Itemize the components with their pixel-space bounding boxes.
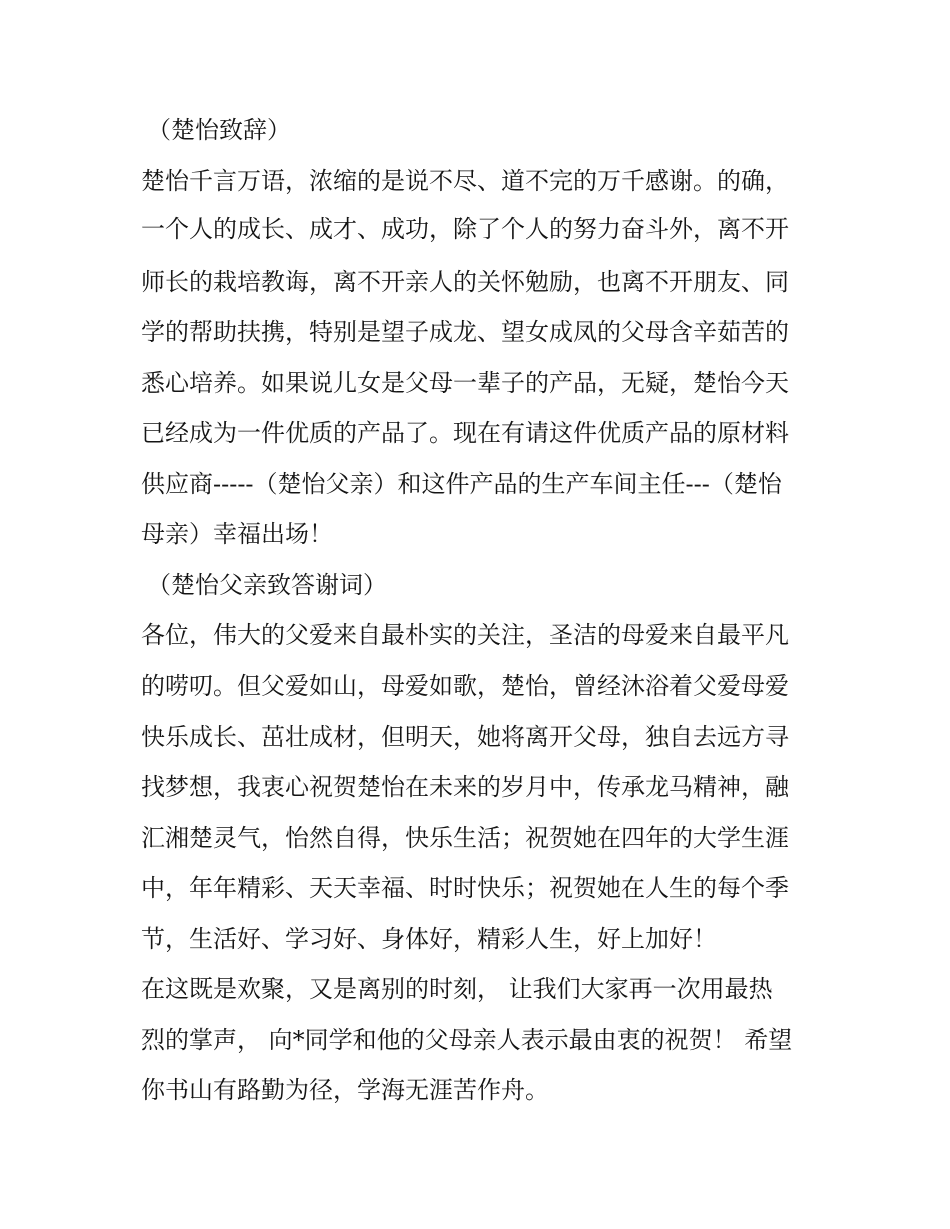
paragraph-line: 母亲）幸福出场！ (141, 520, 333, 548)
paragraph-line: 学的帮助扶携，特别是望子成龙、望女成凤的父母含辛茹苦的 (141, 318, 789, 346)
paragraph-line: 在这既是欢聚，又是离别的时刻， 让我们大家再一次用最热 (141, 975, 773, 1003)
paragraph-line: 你书山有路勤为径，学海无涯苦作舟。 (141, 1076, 549, 1104)
paragraph-line: 供应商-----（楚怡父亲）和这件产品的生产车间主任---（楚怡 (141, 470, 782, 498)
paragraph-line: 快乐成长、茁壮成材，但明天，她将离开父母，独自去远方寻 (141, 723, 789, 751)
section-heading-speech: （楚怡致辞） (147, 116, 291, 144)
paragraph-line: 的唠叨。但父爱如山，母爱如歌，楚怡，曾经沐浴着父爱母爱 (141, 672, 789, 700)
paragraph-line: 已经成为一件优质的产品了。现在有请这件优质产品的原材料 (141, 419, 789, 447)
section-heading-father-reply: （楚怡父亲致答谢词） (147, 571, 387, 599)
paragraph-line: 楚怡千言万语，浓缩的是说不尽、道不完的万千感谢。的确， (141, 167, 789, 195)
paragraph-line: 节，生活好、学习好、身体好，精彩人生，好上加好！ (141, 925, 717, 953)
paragraph-line: 悉心培养。如果说儿女是父母一辈子的产品，无疑，楚怡今天 (141, 369, 789, 397)
paragraph-line: 中，年年精彩、天天幸福、时时快乐；祝贺她在人生的每个季 (141, 874, 789, 902)
paragraph-line: 汇湘楚灵气，怡然自得，快乐生活；祝贺她在四年的大学生涯 (141, 824, 789, 852)
paragraph-line: 一个人的成长、成才、成功，除了个人的努力奋斗外，离不开 (141, 215, 789, 243)
paragraph-line: 师长的栽培教诲，离不开亲人的关怀勉励，也离不开朋友、同 (141, 268, 789, 296)
paragraph-line: 烈的掌声， 向*同学和他的父母亲人表示最由衷的祝贺！ 希望 (141, 1026, 793, 1054)
paragraph-line: 各位，伟大的父爱来自最朴实的关注，圣洁的母爱来自最平凡 (141, 621, 789, 649)
paragraph-line: 找梦想，我衷心祝贺楚怡在未来的岁月中，传承龙马精神，融 (141, 773, 789, 801)
